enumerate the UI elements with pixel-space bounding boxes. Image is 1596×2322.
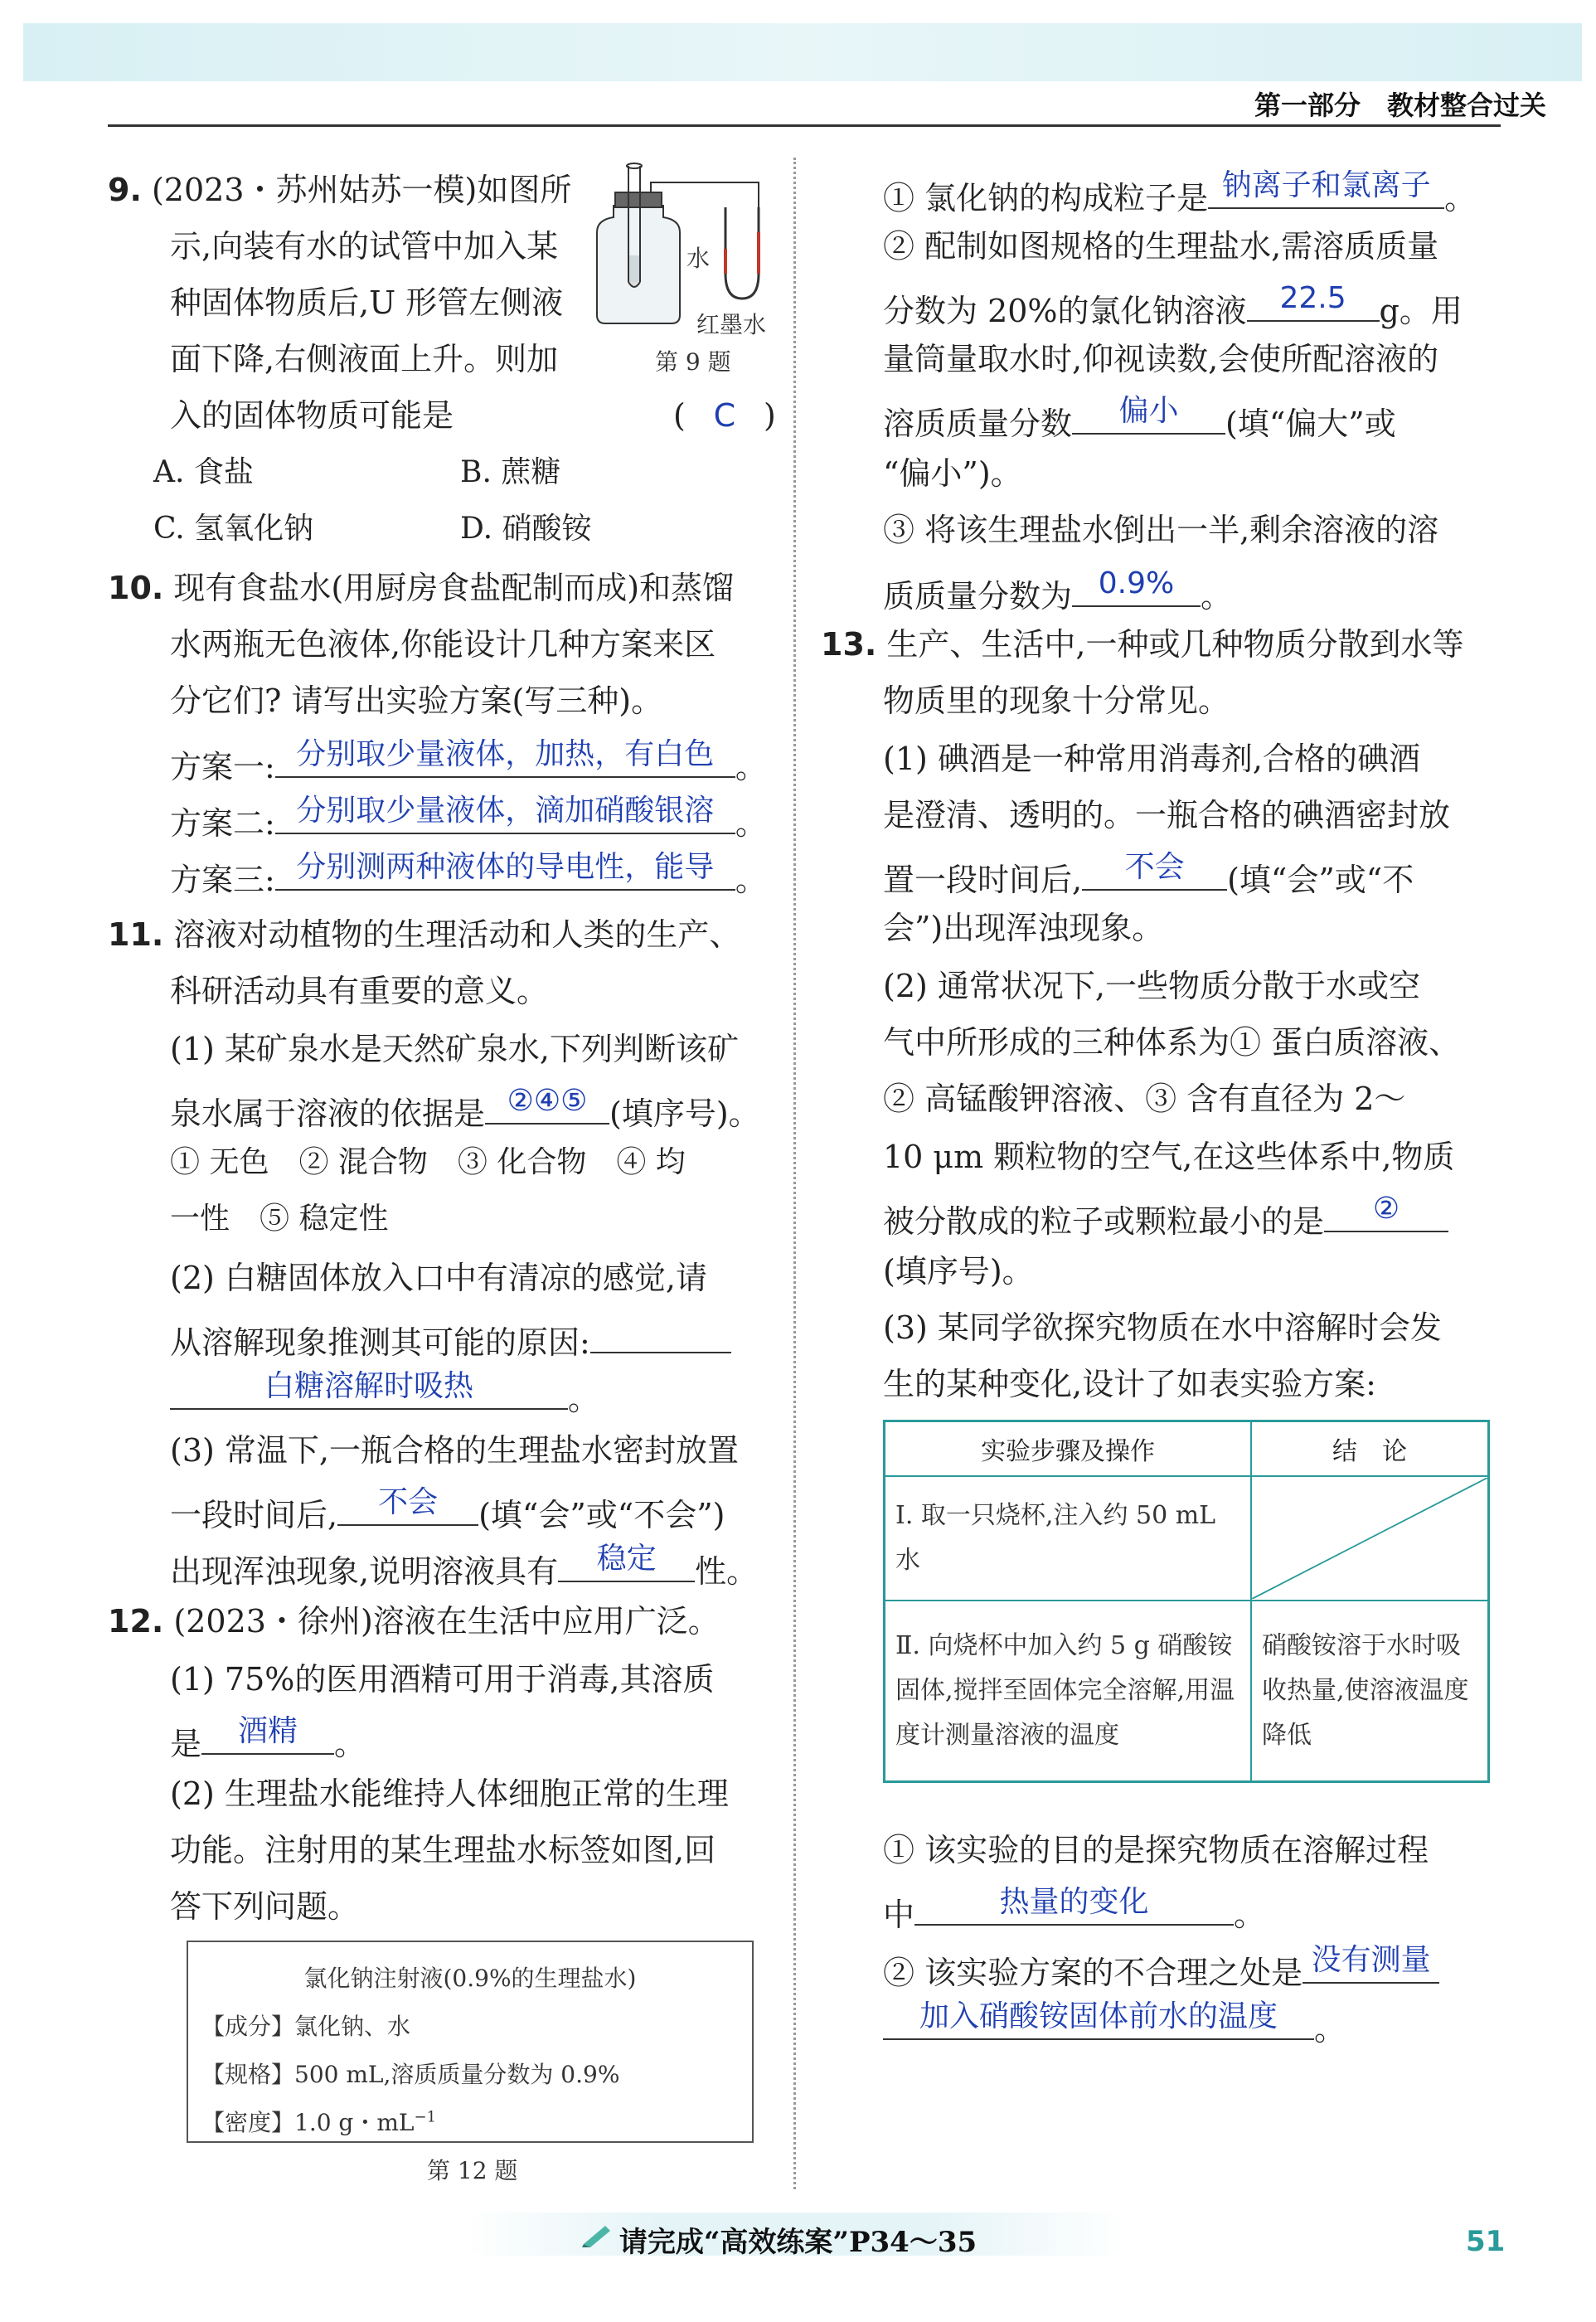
saline-label-spec: 【规格】500 mL,溶质质量分数为 0.9% xyxy=(201,2061,620,2088)
q13-p2-line4: 10 μm 颗粒物的空气,在这些体系中,物质 xyxy=(883,1139,1455,1175)
q12-s3-line2: 质质量分数为 0.9% 。 xyxy=(883,566,1233,615)
q12-s1: ① 氯化钠的构成粒子是 钠离子和氯离子 。 xyxy=(883,168,1477,216)
q12-p2-line2: 功能。注射用的某生理盐水标签如图,回 xyxy=(170,1832,716,1868)
column-divider xyxy=(793,158,796,2189)
section-title: 第一部分 教材整合过关 xyxy=(1254,90,1546,121)
q11-p2-line2: 从溶解现象推测其可能的原因: xyxy=(170,1319,731,1358)
q10-plan2: 方案二: 分别取少量液体，滴加硝酸银溶 。 xyxy=(170,794,767,842)
q13-p2-line6: (填序号)。 xyxy=(883,1253,1034,1290)
q9-label-ink: 红墨水 xyxy=(696,311,767,338)
q9-option-b: B. 蔗糖 xyxy=(460,455,561,489)
q12-p2-line1: (2) 生理盐水能维持人体细胞正常的生理 xyxy=(170,1776,729,1812)
q11-p3-line2: 一段时间后, 不会 (填“会”或“不会”) xyxy=(170,1485,725,1533)
q10-line2: 水两瓶无色液体,你能设计几种方案来区 xyxy=(170,626,716,663)
q11-p3-line3: 出现浑浊现象,说明溶液具有 稳定 性。 xyxy=(170,1542,759,1590)
experiment-table xyxy=(883,1420,1490,1783)
q11-p3-line1: (3) 常温下,一瓶合格的生理盐水密封放置 xyxy=(170,1432,739,1469)
q12-p1-line1: (1) 75%的医用酒精可用于消毒,其溶质 xyxy=(170,1661,715,1698)
q12-p2-line3: 答下列问题。 xyxy=(170,1888,360,1925)
q10-plan2-answer: 分别取少量液体，滴加硝酸银溶 xyxy=(296,794,715,828)
table-header-conclusion: 结 论 xyxy=(1251,1421,1489,1477)
q13-s1-line1: ① 该实验的目的是探究物质在溶解过程 xyxy=(883,1832,1429,1868)
table-row2-conclusion: 硝酸铵溶于水时吸收热量,使溶液温度降低 xyxy=(1251,1601,1489,1782)
q10-plan3: 方案三: 分别测两种液体的导电性，能导 。 xyxy=(170,850,767,898)
q13-p1-line2: 是澄清、透明的。一瓶合格的碘酒密封放 xyxy=(883,797,1451,833)
q9-option-d: D. 硝酸铵 xyxy=(460,512,592,546)
q11-line1: 11. 溶液对动植物的生理活动和人类的生产、 xyxy=(108,916,741,953)
q10-plan1-answer: 分别取少量液体，加热，有白色 xyxy=(296,737,715,771)
table-header-row xyxy=(885,1421,1489,1477)
q11-line2: 科研活动具有重要的意义。 xyxy=(170,973,549,1009)
q13-p2-line2: 气中所形成的三种体系为① 蛋白质溶液、 xyxy=(883,1024,1461,1061)
q9-line3: 种固体物质后,U 形管左侧液 xyxy=(170,284,564,321)
q12-s1-answer: 钠离子和氯离子 xyxy=(1221,168,1431,202)
q11-p3-answer1: 不会 xyxy=(378,1485,439,1519)
saline-label-composition: 【成分】氯化钠、水 xyxy=(201,2013,411,2040)
q13-p1-line4: 会”)出现浑浊现象。 xyxy=(883,910,1164,946)
q9-line4: 面下降,右侧液面上升。则加 xyxy=(170,341,559,377)
q12-s2-answer2: 偏小 xyxy=(1118,394,1179,428)
saline-label-density: 【密度】1.0 g・$mL^{-1}$ xyxy=(201,2108,437,2136)
q13-s2-line1: ② 该实验方案的不合理之处是 没有测量 xyxy=(883,1949,1439,1989)
q12-s3-line1: ③ 将该生理盐水倒出一半,剩余溶液的溶 xyxy=(883,512,1439,548)
q13-s1-answer: 热量的变化 xyxy=(999,1885,1149,1919)
saline-label-box xyxy=(187,1941,754,2143)
q12-line1: 12. (2023・徐州)溶液在生活中应用广泛。 xyxy=(108,1603,720,1639)
q13-p1-line1: (1) 碘酒是一种常用消毒剂,合格的碘酒 xyxy=(883,741,1420,777)
q13-p3-line1: (3) 某同学欲探究物质在水中溶解时会发 xyxy=(883,1309,1442,1346)
q13-s1-line2: 中 热量的变化 。 xyxy=(883,1885,1266,1933)
q11-p3-answer2: 稳定 xyxy=(596,1542,657,1576)
q13-s2-answer-b: 加入硝酸铵固体前水的温度 xyxy=(919,1999,1278,2033)
q10-line1: 10. 现有食盐水(用厨房食盐配制而成)和蒸馏 xyxy=(108,570,735,606)
q9-answer-paren: ( C ) xyxy=(673,397,776,434)
header-rule xyxy=(108,124,1501,127)
q13-s2-answer-a: 没有测量 xyxy=(1311,1943,1431,1977)
q13-p1-answer: 不会 xyxy=(1124,850,1185,884)
q9-option-a: A. 食盐 xyxy=(153,455,254,489)
table-header-steps: 实验步骤及操作 xyxy=(885,1421,1252,1477)
q13-p2-line3: ② 高锰酸钾溶液、③ 含有直径为 2～ xyxy=(883,1081,1406,1117)
saline-label-title: 氯化钠注射液(0.9%的生理盐水) xyxy=(303,1965,637,1992)
q9-figure-caption: 第 9 题 xyxy=(655,348,731,376)
table-diagonal-slash xyxy=(1252,1478,1487,1599)
q12-p1-line2: 是 酒精 。 xyxy=(170,1714,366,1762)
q13-line1: 13. 生产、生活中,一种或几种物质分散到水等 xyxy=(821,626,1464,663)
footer-instruction: 请完成“高效练案”P34～35 xyxy=(619,2226,977,2259)
q12-s3-answer: 0.9% xyxy=(1098,566,1175,600)
q11-p2-answer: 白糖溶解时吸热 xyxy=(264,1369,473,1403)
q10-plan1: 方案一: 分别取少量液体，加热，有白色 。 xyxy=(170,737,767,785)
q12-s2-answer: 22.5 xyxy=(1279,281,1346,315)
q12-s2-line1: ② 配制如图规格的生理盐水,需溶质质量 xyxy=(883,228,1439,265)
q9-line2: 示,向装有水的试管中加入某 xyxy=(170,228,559,265)
q12-figure-caption: 第 12 题 xyxy=(427,2157,518,2184)
q9-line5: 入的固体物质可能是 xyxy=(170,397,454,434)
page-number: 51 xyxy=(1466,2225,1506,2258)
q13-p3-line2: 生的某种变化,设计了如表实验方案: xyxy=(883,1366,1376,1402)
table-row1-step: Ⅰ. 取一只烧杯,注入约 50 mL 水 xyxy=(885,1476,1252,1601)
q13-p2-answer: ② xyxy=(1372,1192,1400,1226)
q12-s2-line5: “偏小”)。 xyxy=(883,455,1022,492)
q11-p2-line1: (2) 白糖固体放入口中有清凉的感觉,请 xyxy=(170,1260,707,1296)
q10-plan3-answer: 分别测两种液体的导电性，能导 xyxy=(296,850,715,884)
q9-option-c: C. 氢氧化钠 xyxy=(153,512,314,546)
q12-s2-line2: 分数为 20%的氯化钠溶液 22.5 g。用 xyxy=(883,281,1463,329)
table-row xyxy=(885,1601,1489,1782)
table-row xyxy=(885,1476,1489,1601)
q11-p1-line1: (1) 某矿泉水是天然矿泉水,下列判断该矿 xyxy=(170,1031,739,1067)
q9-answer: C xyxy=(713,397,736,434)
q11-p1-line2: 泉水属于溶液的依据是 ②④⑤ (填序号)。 xyxy=(170,1084,760,1132)
q11-p1-answer: ②④⑤ xyxy=(507,1084,588,1118)
q13-p2-line5: 被分散成的粒子或颗粒最小的是 ② xyxy=(883,1197,1448,1237)
header-band xyxy=(23,23,1582,81)
table-row2-step: Ⅱ. 向烧杯中加入约 5 g 硝酸铵固体,搅拌至固体完全溶解,用温度计测量溶液的温度 xyxy=(885,1601,1252,1782)
q13-p1-line3: 置一段时间后, 不会 (填“会”或“不 xyxy=(883,850,1414,898)
q11-p1-options2: 一性 ⑤ 稳定性 xyxy=(170,1202,389,1236)
q11-p2-answer-line: 白糖溶解时吸热 。 xyxy=(170,1375,599,1415)
q13-p2-line1: (2) 通常状况下,一些物质分散于水或空 xyxy=(883,968,1420,1004)
q13-s2-line2: 加入硝酸铵固体前水的温度 。 xyxy=(883,2005,1346,2045)
q9-label-water: 水 xyxy=(686,245,711,272)
table-row1-conclusion-empty xyxy=(1251,1476,1489,1601)
q10-line3: 分它们? 请写出实验方案(写三种)。 xyxy=(170,683,663,719)
q9-line1: 9. (2023・苏州姑苏一模)如图所 xyxy=(108,172,572,208)
q13-line2: 物质里的现象十分常见。 xyxy=(883,683,1230,719)
q12-p1-answer: 酒精 xyxy=(238,1714,298,1748)
q12-s2-line4: 溶质质量分数 偏小 (填“偏大”或 xyxy=(883,394,1396,442)
q12-s2-line3: 量筒量取水时,仰视读数,会使所配溶液的 xyxy=(883,341,1439,377)
q11-p1-options1: ① 无色 ② 混合物 ③ 化合物 ④ 均 xyxy=(170,1145,686,1179)
